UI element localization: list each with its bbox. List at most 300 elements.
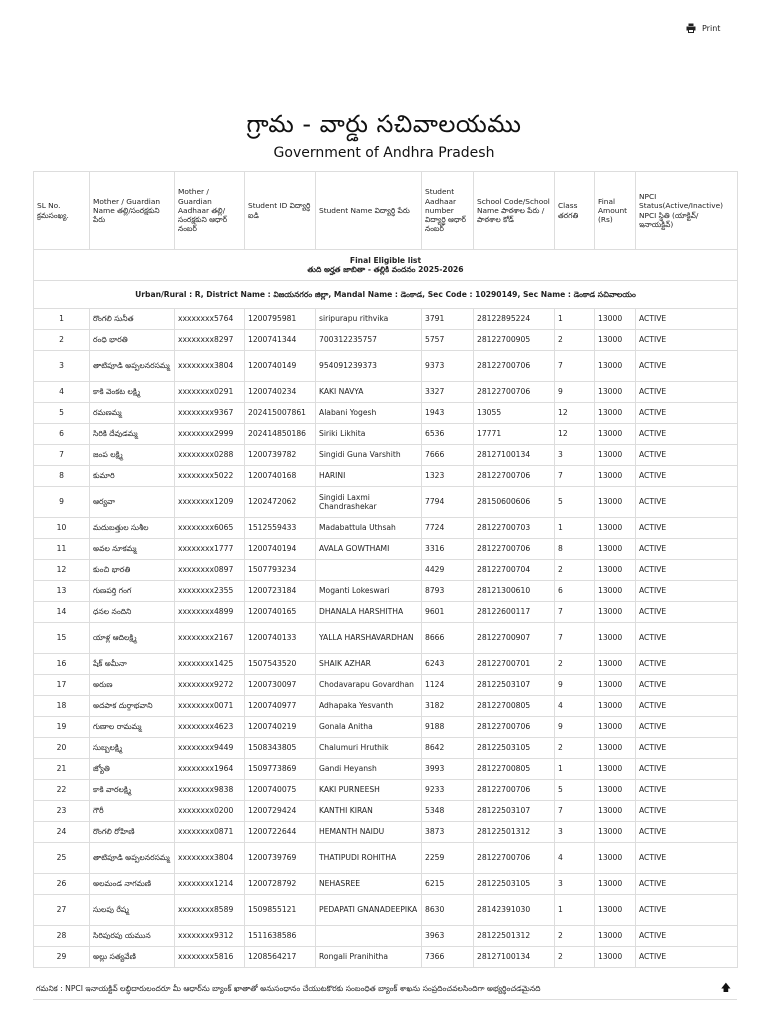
npci-note-text: గమనిక : NPCI ఇనాయక్టివ్ లబ్ధిదారులందరూ మీ ఆధార్‌ను బ్యాంక్ ఖాతాతో అనుసంధానం చేయుటకొరకు సంబంధిత బ్యాంక్ శాఖను సంప్రదించవలసిందిగా అభ్యర్థించడమైనది — [36, 984, 541, 993]
col-student-id: 1200740977 — [245, 696, 316, 717]
col-sl-no: 20 — [34, 738, 90, 759]
col-npci-status: ACTIVE — [636, 895, 738, 926]
col-student-name: KAKI PURNEESH — [316, 780, 422, 801]
col-student-name: THATIPUDI ROHITHA — [316, 843, 422, 874]
col-class: 1 — [555, 895, 595, 926]
col-school-code: 28122700805 — [474, 696, 555, 717]
table-row — [34, 330, 738, 351]
col-student-id: 1509855121 — [245, 895, 316, 926]
col-mother-aadhaar: xxxxxxxx0200 — [175, 801, 245, 822]
col-student-name: Moganti Lokeswari — [316, 581, 422, 602]
eligible-list-table — [33, 171, 738, 968]
footer-note — [33, 980, 737, 1000]
col-mother-name: సుబ్బలక్ష్మి — [90, 738, 175, 759]
col-sl-no: 16 — [34, 654, 90, 675]
col-student-id: 1200740133 — [245, 623, 316, 654]
col-mother-aadhaar: xxxxxxxx5764 — [175, 309, 245, 330]
col-final-amount: 13000 — [595, 926, 636, 947]
col-mother-name: సిరిపురపు యమున — [90, 926, 175, 947]
col-student-id: 202414850186 — [245, 424, 316, 445]
col-mother-aadhaar: xxxxxxxx0871 — [175, 822, 245, 843]
col-mother-name: షేక్ అమీనా — [90, 654, 175, 675]
col-npci-status: ACTIVE — [636, 822, 738, 843]
table-row — [34, 675, 738, 696]
location-details: Urban/Rural : R, District Name : విజయనగరం జిల్లా, Mandal Name : డెంకాడ, Sec Code : 10290149, Sec Name : డెంకాడ సచివాలయం — [34, 281, 738, 309]
col-final-amount: 13000 — [595, 759, 636, 780]
col-student-id: 1202472062 — [245, 487, 316, 518]
col-student-id: 1200741344 — [245, 330, 316, 351]
col-mother-name: యాళ్ల ఆదిలక్ష్మి — [90, 623, 175, 654]
col-class: 7 — [555, 623, 595, 654]
col-mother-name: గుణపర్తి గంగ — [90, 581, 175, 602]
col-final-amount: 13000 — [595, 623, 636, 654]
col-final-amount: 13000 — [595, 738, 636, 759]
col-npci-status: ACTIVE — [636, 424, 738, 445]
table-row — [34, 382, 738, 403]
col-student-name: KAKI NAVYA — [316, 382, 422, 403]
table-row — [34, 738, 738, 759]
table-row — [34, 518, 738, 539]
col-mother-name: కుంచి భారతి — [90, 560, 175, 581]
col-mother-aadhaar: xxxxxxxx9367 — [175, 403, 245, 424]
table-row — [34, 539, 738, 560]
col-student-id: 1200740194 — [245, 539, 316, 560]
col-student-id: 1511638586 — [245, 926, 316, 947]
col-mother-name: గుణాల రామమ్మ — [90, 717, 175, 738]
col-mother-aadhaar: xxxxxxxx3804 — [175, 351, 245, 382]
col-mother-name: సులపు రేష్మ — [90, 895, 175, 926]
col-mother-name: కుమారి — [90, 466, 175, 487]
header-row — [34, 172, 738, 250]
table-row — [34, 487, 738, 518]
col-npci-status: ACTIVE — [636, 738, 738, 759]
col-class-header: Class తరగతి — [555, 172, 595, 250]
col-npci-status: ACTIVE — [636, 926, 738, 947]
table-row — [34, 560, 738, 581]
col-npci-status: ACTIVE — [636, 623, 738, 654]
table-row — [34, 947, 738, 968]
col-school-code: 28127100134 — [474, 947, 555, 968]
col-sl-no: 23 — [34, 801, 90, 822]
table-row — [34, 466, 738, 487]
print-label: Print — [702, 23, 721, 33]
col-student-name: YALLA HARSHAVARDHAN — [316, 623, 422, 654]
col-student-id: 1507543520 — [245, 654, 316, 675]
col-sl-no: 2 — [34, 330, 90, 351]
col-school-code: 28122700704 — [474, 560, 555, 581]
col-npci-status: ACTIVE — [636, 445, 738, 466]
col-final-amount: 13000 — [595, 518, 636, 539]
col-class: 1 — [555, 759, 595, 780]
col-student-aadhaar: 3791 — [422, 309, 474, 330]
col-sl-no: 9 — [34, 487, 90, 518]
col-npci-status: ACTIVE — [636, 466, 738, 487]
col-sl-no: 13 — [34, 581, 90, 602]
col-student-aadhaar: 7666 — [422, 445, 474, 466]
col-final-amount: 13000 — [595, 445, 636, 466]
table-row — [34, 602, 738, 623]
col-npci-status: ACTIVE — [636, 947, 738, 968]
col-mother-aadhaar: xxxxxxxx2999 — [175, 424, 245, 445]
col-mother-aadhaar-header: Mother / Guardian Aadhaar తల్లి/ సంరక్షకుని ఆధార్ నంబర్ — [175, 172, 245, 250]
col-mother-aadhaar: xxxxxxxx2355 — [175, 581, 245, 602]
col-school-code: 28122501312 — [474, 822, 555, 843]
col-student-aadhaar: 2259 — [422, 843, 474, 874]
col-student-aadhaar: 3316 — [422, 539, 474, 560]
table-row — [34, 717, 738, 738]
col-school-code: 28122700706 — [474, 717, 555, 738]
col-student-aadhaar: 8793 — [422, 581, 474, 602]
col-student-name: DHANALA HARSHITHA — [316, 602, 422, 623]
col-student-id: 1509773869 — [245, 759, 316, 780]
col-mother-aadhaar: xxxxxxxx4899 — [175, 602, 245, 623]
col-student-id: 1200730097 — [245, 675, 316, 696]
col-sl-no: 26 — [34, 874, 90, 895]
table-row — [34, 424, 738, 445]
col-student-name: Adhapaka Yesvanth — [316, 696, 422, 717]
col-sl-no: 3 — [34, 351, 90, 382]
page-title-telugu: గ్రామ - వార్డు సచివాలయము — [246, 110, 522, 138]
col-student-aadhaar: 6215 — [422, 874, 474, 895]
col-student-aadhaar: 8642 — [422, 738, 474, 759]
col-student-id: 1200740234 — [245, 382, 316, 403]
col-final-amount: 13000 — [595, 351, 636, 382]
col-sl-no: 6 — [34, 424, 90, 445]
col-class: 12 — [555, 403, 595, 424]
col-class: 3 — [555, 822, 595, 843]
col-class: 1 — [555, 518, 595, 539]
col-sl-no: 7 — [34, 445, 90, 466]
col-mother-name: రమణమ్మ — [90, 403, 175, 424]
col-final-amount: 13000 — [595, 874, 636, 895]
col-mother-name: అల్లు సత్యవేణి — [90, 947, 175, 968]
col-final-amount: 13000 — [595, 843, 636, 874]
col-student-aadhaar: 7366 — [422, 947, 474, 968]
col-student-name: siripurapu rithvika — [316, 309, 422, 330]
table-row — [34, 581, 738, 602]
col-student-aadhaar: 9373 — [422, 351, 474, 382]
col-final-amount: 13000 — [595, 947, 636, 968]
col-npci-status: ACTIVE — [636, 309, 738, 330]
col-student-name: Gandi Heyansh — [316, 759, 422, 780]
col-student-id: 1200740165 — [245, 602, 316, 623]
col-mother-aadhaar: xxxxxxxx4623 — [175, 717, 245, 738]
col-mother-name: ధనల నందిని — [90, 602, 175, 623]
col-student-aadhaar: 3873 — [422, 822, 474, 843]
col-sl-no: 8 — [34, 466, 90, 487]
col-student-id: 1200739782 — [245, 445, 316, 466]
col-mother-name: మదుబత్తుల సుశీల — [90, 518, 175, 539]
col-student-name — [316, 926, 422, 947]
col-student-name: Gonala Anitha — [316, 717, 422, 738]
col-school-code: 28122700706 — [474, 539, 555, 560]
col-class: 9 — [555, 382, 595, 403]
col-final-amount: 13000 — [595, 424, 636, 445]
col-student-aadhaar: 5757 — [422, 330, 474, 351]
col-student-name: 954091239373 — [316, 351, 422, 382]
col-school-code: 28122700706 — [474, 382, 555, 403]
col-mother-aadhaar: xxxxxxxx8297 — [175, 330, 245, 351]
col-sl-no: 10 — [34, 518, 90, 539]
col-mother-name: రొంగలి సునీత — [90, 309, 175, 330]
col-school-code: 28142391030 — [474, 895, 555, 926]
table-row — [34, 403, 738, 424]
col-npci-status: ACTIVE — [636, 382, 738, 403]
col-mother-aadhaar: xxxxxxxx9272 — [175, 675, 245, 696]
col-sl-no: 12 — [34, 560, 90, 581]
arrow-up-icon[interactable]: 🡅 — [720, 983, 731, 994]
col-school-code: 28122503105 — [474, 874, 555, 895]
col-student-name-header: Student Name విద్యార్థి పేరు — [316, 172, 422, 250]
col-mother-aadhaar: xxxxxxxx3804 — [175, 843, 245, 874]
col-student-name — [316, 560, 422, 581]
col-student-name: 700312235757 — [316, 330, 422, 351]
col-student-aadhaar: 1943 — [422, 403, 474, 424]
col-sl-no: 29 — [34, 947, 90, 968]
col-student-aadhaar: 6536 — [422, 424, 474, 445]
col-student-name: HARINI — [316, 466, 422, 487]
col-school-code: 28122895224 — [474, 309, 555, 330]
col-mother-name: అలమండ నాగమణి — [90, 874, 175, 895]
col-class: 5 — [555, 487, 595, 518]
col-mother-name: రంధి భారతి — [90, 330, 175, 351]
col-mother-name: అవల నూకమ్మ — [90, 539, 175, 560]
col-sl-no: 21 — [34, 759, 90, 780]
col-sl-no: 22 — [34, 780, 90, 801]
col-school-code: 28122501312 — [474, 926, 555, 947]
printer-icon — [686, 23, 696, 33]
col-school-code: 28122700706 — [474, 780, 555, 801]
col-student-id: 1200723184 — [245, 581, 316, 602]
col-school-code: 28122700805 — [474, 759, 555, 780]
col-class: 9 — [555, 717, 595, 738]
col-student-id: 1200722644 — [245, 822, 316, 843]
col-mother-aadhaar: xxxxxxxx2167 — [175, 623, 245, 654]
col-sl-no: 24 — [34, 822, 90, 843]
col-mother-aadhaar: xxxxxxxx9312 — [175, 926, 245, 947]
col-student-id: 1507793234 — [245, 560, 316, 581]
col-mother-aadhaar: xxxxxxxx0288 — [175, 445, 245, 466]
col-final-amount: 13000 — [595, 382, 636, 403]
caption-title-te: తుది అర్హత జాబితా - తల్లికి వందనం 2025-2026 — [307, 265, 464, 274]
col-student-aadhaar-header: Student Aadhaar number విద్యార్థి ఆధార్ నంబర్ — [422, 172, 474, 250]
col-mother-name: జ్యోతి — [90, 759, 175, 780]
col-sl-no: 18 — [34, 696, 90, 717]
col-mother-name: సిరికి దేవుడమ్మ — [90, 424, 175, 445]
col-student-id: 1508343805 — [245, 738, 316, 759]
col-student-name: AVALA GOWTHAMI — [316, 539, 422, 560]
col-mother-aadhaar: xxxxxxxx1425 — [175, 654, 245, 675]
col-class: 7 — [555, 801, 595, 822]
col-student-name: HEMANTH NAIDU — [316, 822, 422, 843]
table-row — [34, 759, 738, 780]
col-student-name: NEHASREE — [316, 874, 422, 895]
col-npci-status: ACTIVE — [636, 675, 738, 696]
col-school-code: 28122503105 — [474, 738, 555, 759]
col-student-aadhaar: 3963 — [422, 926, 474, 947]
col-student-id: 1200740075 — [245, 780, 316, 801]
col-npci-status: ACTIVE — [636, 539, 738, 560]
col-school-code: 28121300610 — [474, 581, 555, 602]
col-student-id: 1200729424 — [245, 801, 316, 822]
col-school-code: 28122700701 — [474, 654, 555, 675]
col-school-code: 13055 — [474, 403, 555, 424]
col-sl-no: 11 — [34, 539, 90, 560]
table-body — [34, 309, 738, 968]
col-final-amount: 13000 — [595, 403, 636, 424]
col-sl-no: 14 — [34, 602, 90, 623]
col-school-code: 28122700706 — [474, 466, 555, 487]
col-mother-name: రొంగలి రోహిణి — [90, 822, 175, 843]
col-student-aadhaar: 9188 — [422, 717, 474, 738]
table-row — [34, 874, 738, 895]
col-student-id-header: Student ID విద్యార్థి ఐడి — [245, 172, 316, 250]
col-student-aadhaar: 4429 — [422, 560, 474, 581]
col-student-name: SHAIK AZHAR — [316, 654, 422, 675]
col-sl-no: 27 — [34, 895, 90, 926]
col-school-code: 17771 — [474, 424, 555, 445]
col-npci-status: ACTIVE — [636, 560, 738, 581]
table-row — [34, 926, 738, 947]
col-sl-no: 17 — [34, 675, 90, 696]
print-button[interactable] — [686, 20, 736, 36]
col-final-amount: 13000 — [595, 780, 636, 801]
col-class: 2 — [555, 947, 595, 968]
col-sl-no: 1 — [34, 309, 90, 330]
col-class: 4 — [555, 843, 595, 874]
caption-title-en: Final Eligible list — [349, 255, 422, 265]
col-final-amount: 13000 — [595, 801, 636, 822]
col-final-amount: 13000 — [595, 330, 636, 351]
col-class: 7 — [555, 351, 595, 382]
col-mother-name-header: Mother / Guardian Name తల్లి/సంరక్షకుని పేరు — [90, 172, 175, 250]
col-final-amount: 13000 — [595, 696, 636, 717]
col-npci-status: ACTIVE — [636, 487, 738, 518]
col-final-amount: 13000 — [595, 466, 636, 487]
col-class: 7 — [555, 466, 595, 487]
col-class: 1 — [555, 309, 595, 330]
col-student-aadhaar: 7724 — [422, 518, 474, 539]
col-class: 4 — [555, 696, 595, 717]
col-student-aadhaar: 8666 — [422, 623, 474, 654]
page-title-english: Government of Andhra Pradesh — [273, 145, 495, 161]
col-sl-no-header: SL No. క్రమసంఖ్య. — [34, 172, 90, 250]
col-student-aadhaar: 1323 — [422, 466, 474, 487]
col-sl-no: 28 — [34, 926, 90, 947]
col-npci-status: ACTIVE — [636, 602, 738, 623]
col-student-aadhaar: 6243 — [422, 654, 474, 675]
table-row — [34, 351, 738, 382]
col-final-amount: 13000 — [595, 309, 636, 330]
table-row — [34, 309, 738, 330]
col-class: 12 — [555, 424, 595, 445]
col-mother-aadhaar: xxxxxxxx0071 — [175, 696, 245, 717]
col-class: 3 — [555, 874, 595, 895]
col-mother-aadhaar: xxxxxxxx9449 — [175, 738, 245, 759]
col-npci-status: ACTIVE — [636, 581, 738, 602]
col-student-aadhaar: 8630 — [422, 895, 474, 926]
col-npci-status: ACTIVE — [636, 717, 738, 738]
col-class: 8 — [555, 539, 595, 560]
col-school-code-header: School Code/School Name పాఠశాల పేరు / పాఠశాల కోడ్ — [474, 172, 555, 250]
col-student-id: 1200795981 — [245, 309, 316, 330]
col-mother-aadhaar: xxxxxxxx8589 — [175, 895, 245, 926]
col-class: 3 — [555, 445, 595, 466]
col-student-name: Madabattula Uthsah — [316, 518, 422, 539]
col-school-code: 28122700706 — [474, 843, 555, 874]
col-mother-name: అదపాక దుర్గాభవాని — [90, 696, 175, 717]
col-mother-name: గౌరీ — [90, 801, 175, 822]
col-class: 5 — [555, 780, 595, 801]
col-sl-no: 25 — [34, 843, 90, 874]
col-npci-status-header: NPCI Status(Active/Inactive) NPCI స్థితి (యాక్టివ్/ ఇనాయక్టివ్) — [636, 172, 738, 250]
col-student-name: KANTHI KIRAN — [316, 801, 422, 822]
col-npci-status: ACTIVE — [636, 330, 738, 351]
col-class: 9 — [555, 675, 595, 696]
col-student-aadhaar: 1124 — [422, 675, 474, 696]
col-student-aadhaar: 5348 — [422, 801, 474, 822]
col-student-name: Singidi Guna Varshith — [316, 445, 422, 466]
table-row — [34, 654, 738, 675]
table-row — [34, 696, 738, 717]
col-mother-aadhaar: xxxxxxxx1209 — [175, 487, 245, 518]
table-row — [34, 445, 738, 466]
col-class: 6 — [555, 581, 595, 602]
col-mother-name: కాకి వారలక్ష్మి — [90, 780, 175, 801]
col-student-name: Chalumuri Hruthik — [316, 738, 422, 759]
col-final-amount: 13000 — [595, 487, 636, 518]
col-student-id: 1512559433 — [245, 518, 316, 539]
col-final-amount-header: Final Amount (Rs) — [595, 172, 636, 250]
col-school-code: 28122700907 — [474, 623, 555, 654]
col-mother-aadhaar: xxxxxxxx6065 — [175, 518, 245, 539]
col-mother-aadhaar: xxxxxxxx1214 — [175, 874, 245, 895]
col-npci-status: ACTIVE — [636, 759, 738, 780]
col-sl-no: 19 — [34, 717, 90, 738]
col-mother-aadhaar: xxxxxxxx5022 — [175, 466, 245, 487]
col-student-aadhaar: 3182 — [422, 696, 474, 717]
col-mother-aadhaar: xxxxxxxx1964 — [175, 759, 245, 780]
col-class: 2 — [555, 654, 595, 675]
col-class: 2 — [555, 560, 595, 581]
col-npci-status: ACTIVE — [636, 654, 738, 675]
col-student-aadhaar: 3327 — [422, 382, 474, 403]
col-school-code: 28122503107 — [474, 801, 555, 822]
col-final-amount: 13000 — [595, 675, 636, 696]
col-student-name: Alabani Yogesh — [316, 403, 422, 424]
table-row — [34, 895, 738, 926]
col-sl-no: 4 — [34, 382, 90, 403]
col-mother-aadhaar: xxxxxxxx5816 — [175, 947, 245, 968]
col-sl-no: 15 — [34, 623, 90, 654]
col-npci-status: ACTIVE — [636, 843, 738, 874]
col-mother-name: అరుణ — [90, 675, 175, 696]
col-student-aadhaar: 3993 — [422, 759, 474, 780]
col-mother-aadhaar: xxxxxxxx0291 — [175, 382, 245, 403]
table-row — [34, 780, 738, 801]
table-row — [34, 822, 738, 843]
table-row — [34, 843, 738, 874]
col-student-id: 1200740149 — [245, 351, 316, 382]
col-school-code: 28122503107 — [474, 675, 555, 696]
location-row — [34, 281, 738, 309]
table-row — [34, 801, 738, 822]
col-mother-name: జంప లక్ష్మి — [90, 445, 175, 466]
col-mother-name: తాటిపూడి అప్పలనరసమ్మ — [90, 351, 175, 382]
col-class: 7 — [555, 602, 595, 623]
col-final-amount: 13000 — [595, 895, 636, 926]
col-final-amount: 13000 — [595, 654, 636, 675]
